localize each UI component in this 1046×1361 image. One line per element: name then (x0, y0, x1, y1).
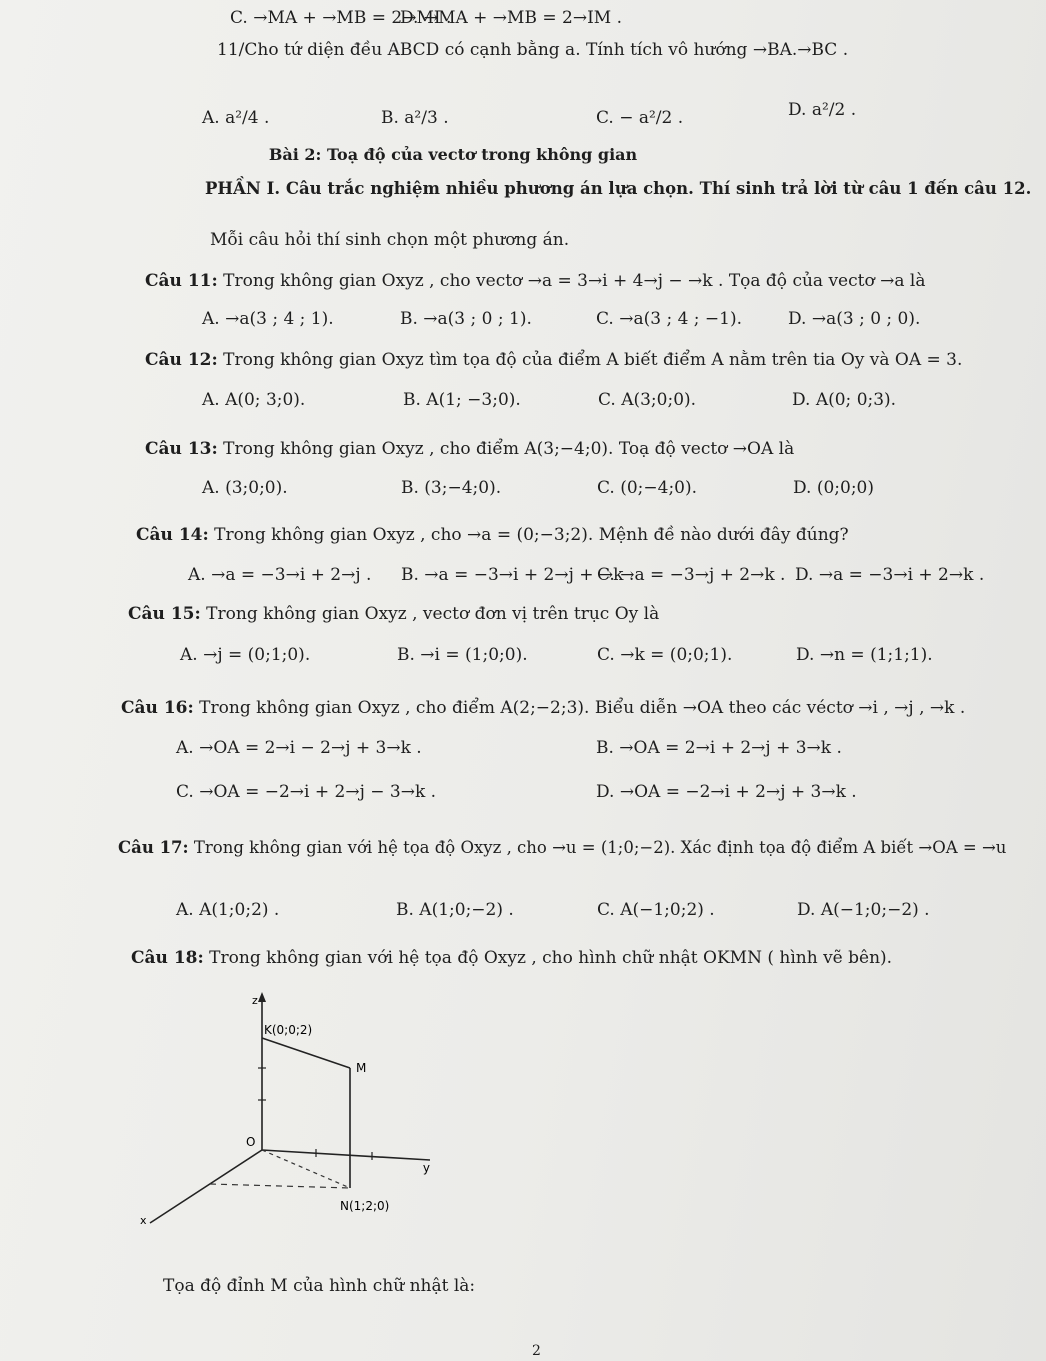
label-o: O (246, 1135, 256, 1149)
q12-option-a: A. A(0; 3;0). (202, 390, 306, 410)
projection-line (210, 1184, 350, 1188)
q14-option-c: C. →a = −3→j + 2→k . (597, 565, 786, 585)
page-number: 2 (532, 1343, 541, 1359)
label-n: N(1;2;0) (340, 1199, 390, 1213)
question-14 (136, 525, 849, 545)
prev-q11-option-d: D. a²/2 . (788, 100, 857, 120)
q16-option-a: A. →OA = 2→i − 2→j + 3→k . (176, 738, 422, 758)
q14-option-a: A. →a = −3→i + 2→j . (188, 565, 372, 585)
q11-option-a: A. →a(3 ; 4 ; 1). (202, 309, 334, 329)
question-11 (145, 271, 925, 291)
q14-option-d: D. →a = −3→i + 2→k . (795, 565, 985, 585)
prev-option-d: D. →MA + →MB = 2→IM . (400, 8, 622, 28)
question-17 (118, 838, 1006, 857)
q13-option-b: B. (3;−4;0). (401, 478, 502, 498)
q17-option-a: A. A(1;0;2) . (176, 900, 280, 920)
question-16 (121, 698, 965, 718)
label-z: z (252, 994, 258, 1007)
question-text: Trong không gian Oxyz , cho điểm A(2;−2;3). Biểu diễn →OA theo các véctơ →i , →j , →k . (199, 698, 966, 718)
question-text: Trong không gian Oxyz , cho điểm A(3;−4;0). Toạ độ vectơ →OA là (223, 439, 795, 459)
q11-option-c: C. →a(3 ; 4 ; −1). (596, 309, 743, 329)
question-12 (145, 350, 962, 370)
x-axis (150, 1150, 262, 1223)
q15-option-d: D. →n = (1;1;1). (796, 645, 933, 665)
q12-option-b: B. A(1; −3;0). (403, 390, 521, 410)
question-label: Câu 13: (145, 439, 218, 459)
q17-option-b: B. A(1;0;−2) . (396, 900, 514, 920)
question-label: Câu 18: (131, 948, 204, 968)
edge-km (262, 1038, 350, 1068)
q12-option-d: D. A(0; 0;3). (792, 390, 897, 410)
prev-q11-option-c: C. − a²/2 . (596, 108, 684, 128)
question-label: Câu 17: (118, 838, 189, 857)
q14-option-b: B. →a = −3→i + 2→j + →k . (401, 565, 635, 585)
label-m: M (356, 1061, 367, 1075)
q13-option-c: C. (0;−4;0). (597, 478, 698, 498)
z-arrow (258, 992, 266, 1002)
label-y: y (422, 1161, 430, 1175)
final-question-line: Tọa độ đỉnh M của hình chữ nhật là: (163, 1276, 476, 1296)
question-label: Câu 15: (128, 604, 201, 624)
question-text: Trong không gian Oxyz , cho vectơ →a = 3→i + 4→j − →k . Tọa độ của vectơ →a là (223, 271, 926, 291)
q11-option-b: B. →a(3 ; 0 ; 1). (400, 309, 532, 329)
y-axis (262, 1150, 430, 1160)
q15-option-a: A. →j = (0;1;0). (180, 645, 311, 665)
q16-option-d: D. →OA = −2→i + 2→j + 3→k . (596, 782, 857, 802)
question-label: Câu 16: (121, 698, 194, 718)
q16-option-c: C. →OA = −2→i + 2→j − 3→k . (176, 782, 437, 802)
rectangle-figure (130, 988, 430, 1238)
question-15 (128, 604, 659, 624)
question-13 (145, 439, 794, 459)
q13-option-d: D. (0;0;0) (793, 478, 874, 498)
prev-q11-option-b: B. a²/3 . (381, 108, 449, 128)
label-k: K(0;0;2) (264, 1023, 313, 1037)
question-text: Trong không gian Oxyz tìm tọa độ của điểm A biết điểm A nằm trên tia Oy và OA = 3. (223, 350, 963, 370)
part-note: Mỗi câu hỏi thí sinh chọn một phương án. (210, 230, 570, 250)
q15-option-c: C. →k = (0;0;1). (597, 645, 733, 665)
question-text: Trong không gian với hệ tọa độ Oxyz , cho →u = (1;0;−2). Xác định tọa độ điểm A biết →OA = →u (193, 838, 1007, 857)
part-heading: PHẦN I. Câu trắc nghiệm nhiều phương án lựa chọn. Thí sinh trả lời từ câu 1 đến câu 12. (205, 179, 1032, 198)
question-label: Câu 11: (145, 271, 218, 291)
question-text: Trong không gian Oxyz , cho →a = (0;−3;2). Mệnh đề nào dưới đây đúng? (214, 525, 849, 545)
question-text: Trong không gian Oxyz , vectơ đơn vị trên trục Oy là (206, 604, 660, 624)
q17-option-d: D. A(−1;0;−2) . (797, 900, 930, 920)
q12-option-c: C. A(3;0;0). (598, 390, 697, 410)
q11-option-d: D. →a(3 ; 0 ; 0). (788, 309, 921, 329)
q17-option-c: C. A(−1;0;2) . (597, 900, 715, 920)
label-x: x (140, 1214, 147, 1227)
question-label: Câu 12: (145, 350, 218, 370)
q16-option-b: B. →OA = 2→i + 2→j + 3→k . (596, 738, 842, 758)
section-title: Bài 2: Toạ độ của vectơ trong không gian (268, 145, 638, 164)
edge-on (262, 1150, 350, 1188)
question-11-prev: 11/Cho tứ diện đều ABCD có cạnh bằng a. Tính tích vô hướng →BA.→BC . (217, 40, 849, 60)
question-18 (131, 948, 892, 968)
question-text: Trong không gian với hệ tọa độ Oxyz , cho hình chữ nhật OKMN ( hình vẽ bên). (209, 948, 893, 968)
prev-q11-option-a: A. a²/4 . (202, 108, 270, 128)
prev-option-c: C. →MA + →MB = 2→MI . (230, 8, 452, 28)
q13-option-a: A. (3;0;0). (202, 478, 288, 498)
q15-option-b: B. →i = (1;0;0). (397, 645, 528, 665)
question-label: Câu 14: (136, 525, 209, 545)
